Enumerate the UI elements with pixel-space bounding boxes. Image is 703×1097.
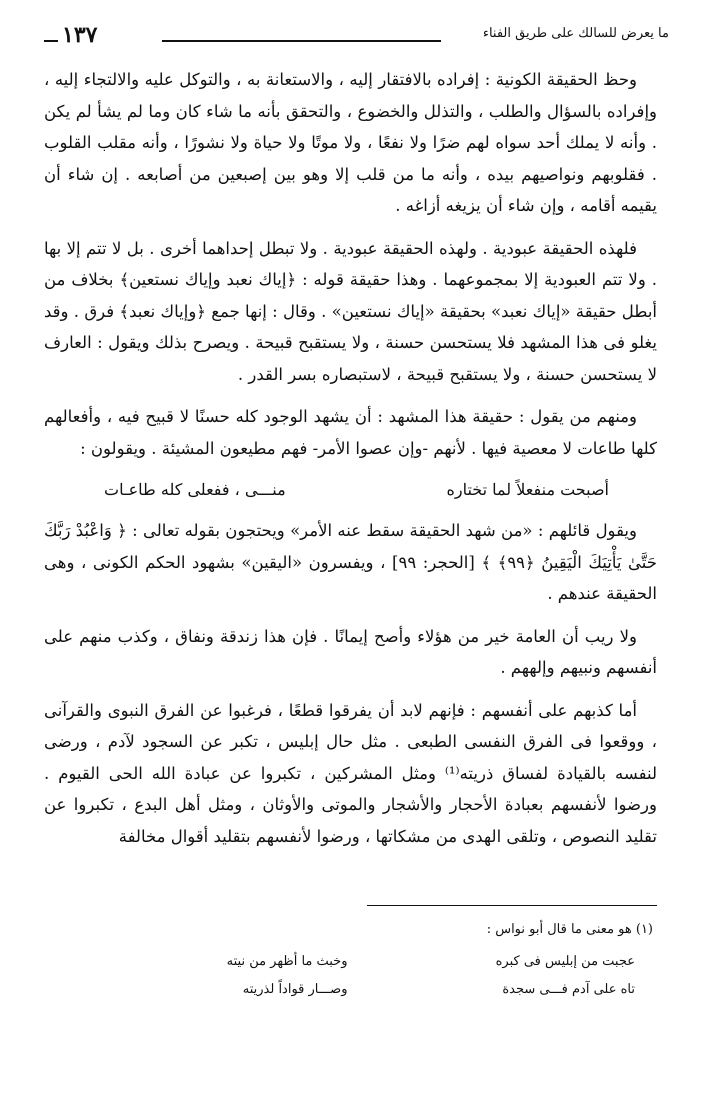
poem-right-hemistich: أصبحت منفعلاً لما تختاره [446, 480, 609, 499]
poem-left-hemistich: منـــى ، ففعلى كله طاعـات [104, 480, 286, 499]
header-dash [44, 40, 58, 42]
paragraph: ويقول قائلهم : «من شهد الحقيقة سقط عنه الأمر» ويحتجون بقوله تعالى : ﴿ وَاعْبُدْ رَبَّكَ حَتَّىٰ يَأْتِيَكَ الْيَقِينُ ﴿٩٩﴾ ﴾ [الحجر: ٩٩] ، ويفسرون «اليقين» بشهود الحكم الكونى ، وهى الحقيقة عندهم . [44, 521, 657, 603]
main-text [44, 64, 657, 863]
paragraph: أما كذبهم على أنفسهم : فإنهم لابد أن يفرقوا قطعًا ، فرغبوا عن الفرق النبوى والقرآنى ، ووقعوا فى الفرق النفسى الطبعى . مثل حال إبليس ، تكبر عن السجود لآدم ، ورضى لنفسه بالقيادة لفساق ذريته⁽¹⁾ ومثل المشركين ، تكبروا عن عبادة الله الحى القيوم . ورضوا لأنفسهم بعبادة الأحجار والأشجار والموتى والأوثان ، ومثل أهل البدع ، تكبروا عن تقليد النصوص ، وتلقى الهدى من مشكاتها ، ورضوا لأنفسهم بتقليد أقوال مخالفة [44, 700, 657, 846]
paragraph: ومنهم من يقول : حقيقة هذا المشهد : أن يشهد الوجود كله حسنًا لا قبيح فيه ، وأفعالهم كلها طاعات لا معصية فيها . لأنهم -وإن عصوا الأمر- فهم مطيعون المشيئة . ويقولون : [44, 407, 657, 458]
paragraph: ولا ريب أن العامة خير من هؤلاء وأصح إيمانًا . فإن هذا زندقة ونفاق ، وكذب منهم على أنفسهم ونبيهم وإلههم . [44, 626, 657, 677]
footnote-verse-right: عجبت من إبليس فى كبره [495, 954, 635, 969]
footnote-verse-left: وصـــار قواداً لذريته [242, 982, 348, 997]
page-number: ١٣٧ [62, 22, 98, 48]
footnote-verse [60, 948, 635, 976]
footnotes [60, 916, 653, 1004]
footnote-intro: (١) هو معنى ما قال أبو نواس : [486, 922, 653, 937]
paragraph: وحظ الحقيقة الكونية : إفراده بالافتقار إليه ، والاستعانة به ، والتوكل عليه والالتجاء إليه ، وإفراده بالسؤال والطلب ، والتذلل والخضوع ، والتحقق بأنه ما شاء كان وما لم يشأ لم يكن . وأنه لا يملك أحد سواه لهم ضرًا ولا نفعًا ، ولا موتًا ولا حياة ولا نشورًا ، وأنه مقلب القلوب . فقلوبهم ونواصيهم بيده ، وأنه ما من قلب إلا وهو بين إصبعين من أصابعه . إن شاء أن يقيمه أقامه ، وإن شاء أن يزيغه أزاغه . [44, 70, 657, 215]
running-title: ما يعرض للسالك على طريق الفناء [482, 26, 669, 41]
paragraph: فلهذه الحقيقة عبودية . ولهذه الحقيقة عبودية . ولا تبطل إحداهما أخرى . بل لا تتم إلا بها . ولا تتم العبودية إلا بمجموعهما . وهذا حقيقة قوله : ﴿إياك نعبد وإياك نستعين﴾ بخلاف من أبطل حقيقة «إياك نعبد» بحقيقة «إياك نستعين» . وقال : إنها جمع ﴿وإياك نعبد﴾ فرق . وقد يغلو فى هذا المشهد فلا يستحسن حسنة ، ولا يستقبح قبيحة . ويصرح بذلك ويقول : العارف لا يستحسن حسنة ، ولا يستقبح قبيحة ، لاستبصاره بسر القدر . [44, 238, 657, 384]
footnote-separator [367, 905, 657, 906]
header-rule [162, 40, 441, 42]
page-header [44, 22, 669, 50]
footnote-verse-right: تاه على آدم فـــى سجدة [502, 982, 635, 997]
poem-verse [104, 475, 609, 505]
footnote-verse-left: وخبث ما أظهر من نيته [226, 954, 348, 969]
footnote-verse [60, 976, 635, 1004]
